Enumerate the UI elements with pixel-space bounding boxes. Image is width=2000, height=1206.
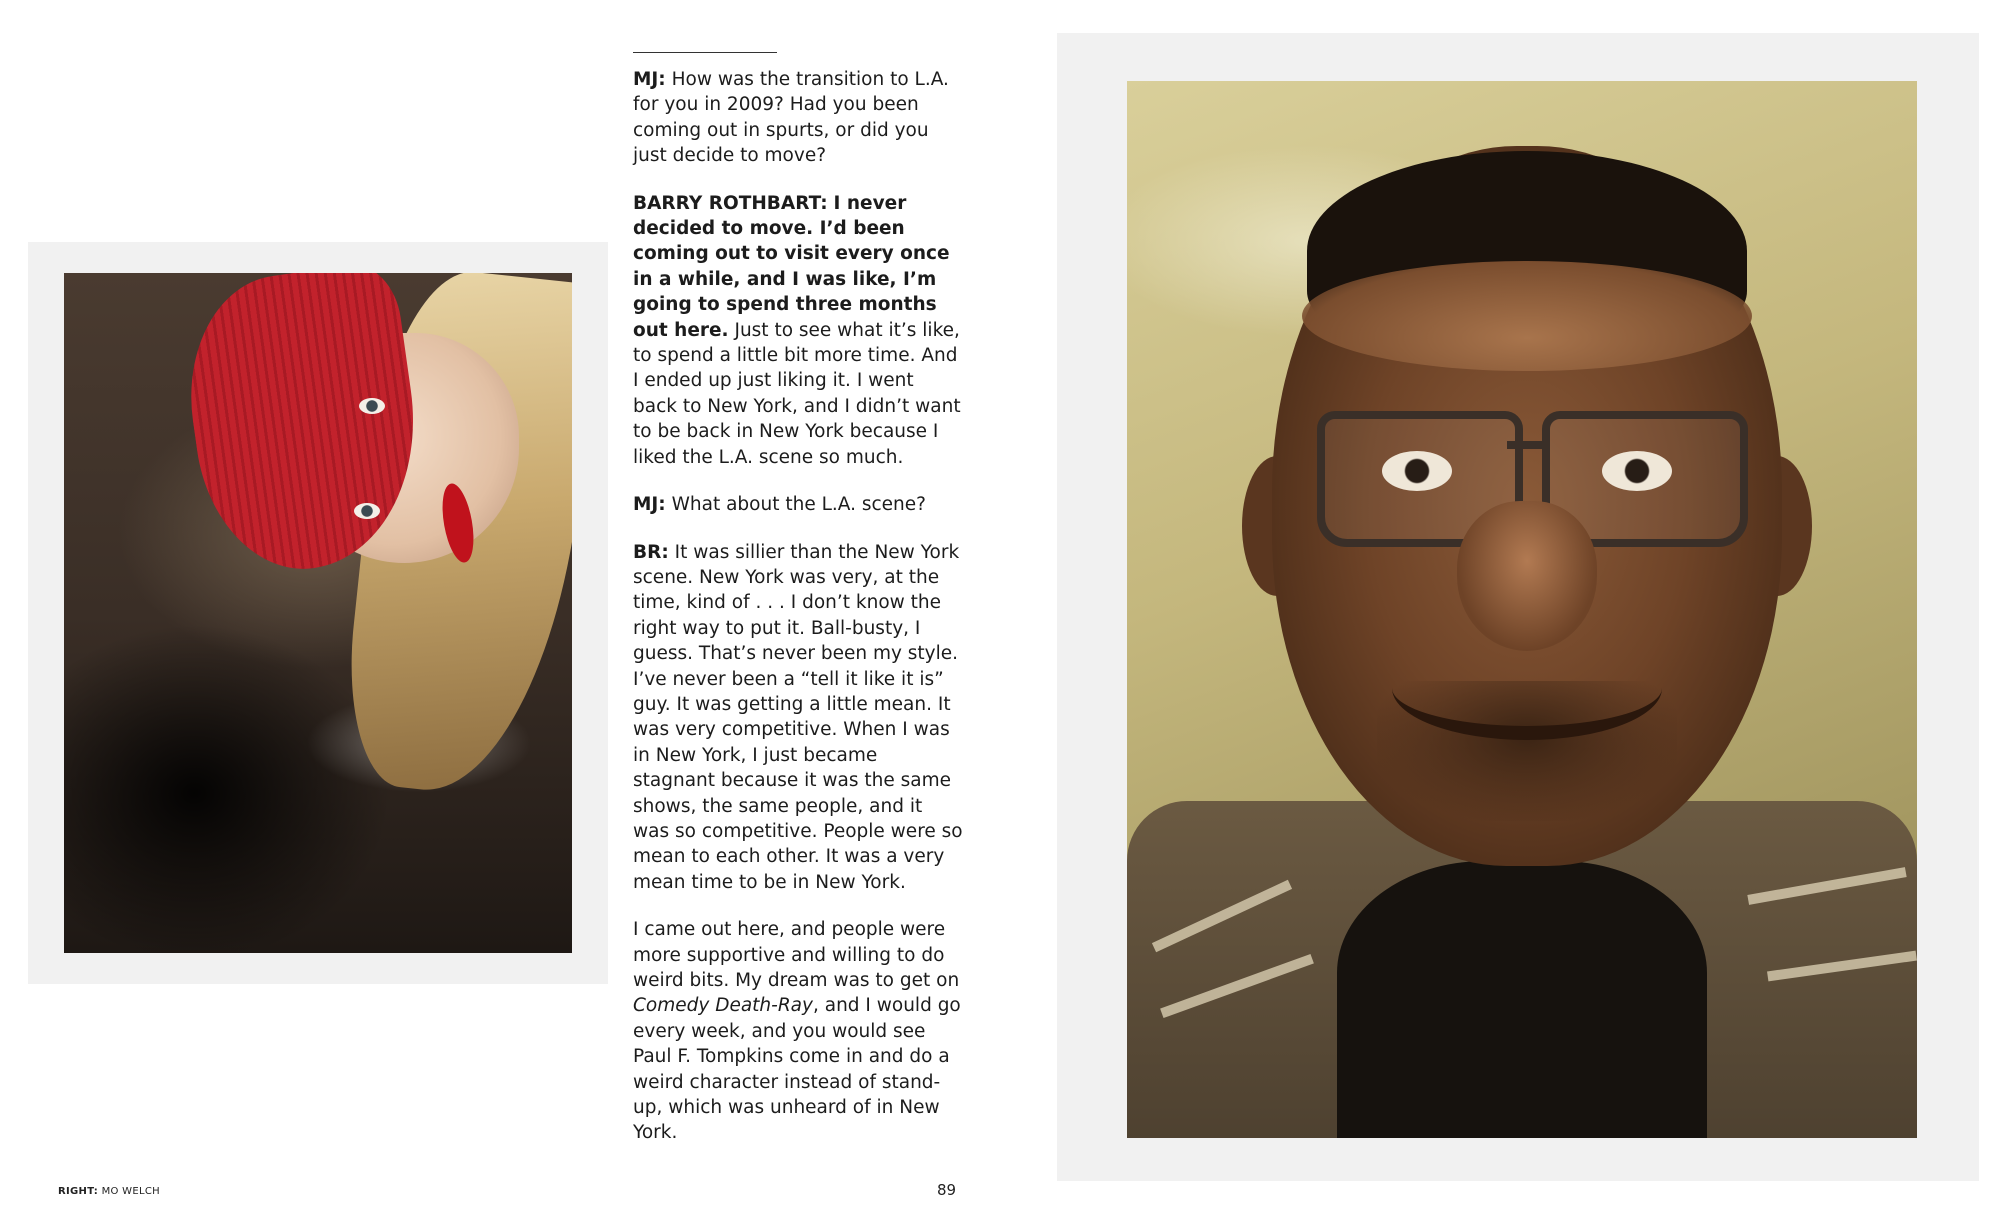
photo-forehead	[1302, 261, 1752, 371]
photo-eye	[359, 398, 385, 414]
article-paragraph	[633, 191, 963, 470]
glasses-bridge	[1507, 441, 1547, 449]
section-rule	[633, 52, 777, 53]
photo-credit-label: RIGHT:	[58, 1186, 99, 1197]
photo-nose	[1457, 501, 1597, 651]
portrait-photo-left	[64, 273, 572, 953]
speaker-label: MJ:	[633, 494, 666, 516]
paragraph-bold-text: I never decided to move. I’d been coming out to visit every once in a while, and I was like, I’m going to spend three months out here.	[633, 192, 950, 341]
speaker-label: BR:	[633, 541, 669, 563]
left-photo-frame	[28, 242, 608, 984]
paragraph-text: , and I would go every week, and you would see Paul F. Tompkins come in and do a weird character instead of stand-up, which was unheard of in New York.	[633, 995, 961, 1144]
article-column	[633, 52, 963, 1168]
photo-shirt	[1337, 861, 1707, 1138]
page-number: 89	[937, 1181, 957, 1199]
article-paragraph	[633, 540, 963, 896]
right-photo-frame	[1057, 33, 1979, 1181]
article-paragraph	[633, 492, 963, 517]
photo-smile	[1392, 636, 1662, 740]
show-title: Comedy Death-Ray	[633, 995, 813, 1017]
photo-credit	[58, 1186, 160, 1197]
paragraph-text: How was the transition to L.A. for you in 2009? Had you been coming out in spurts, or did you just decide to move?	[633, 69, 949, 167]
speaker-label: MJ:	[633, 69, 666, 90]
portrait-photo-right	[1127, 81, 1917, 1138]
photo-credit-name: MO WELCH	[101, 1186, 160, 1197]
paragraph-text: It was sillier than the New York scene. New York was very, at the time, kind of . . . I don’t know the right way to put it. Ball-busty, I guess. That’s never been my style. I’ve never been a “tell it like it is” guy. It was getting a little mean. It was very competitive. When I was in New York, I just became stagnant because it was the same shows, the same people, and it was so competitive. People were so mean to each other. It was a very mean time to be in New York.	[633, 541, 963, 893]
photo-eye	[354, 503, 380, 519]
paragraph-text: I came out here, and people were more supportive and willing to do weird bits. My dream was to get on	[633, 919, 960, 991]
paragraph-text: Just to see what it’s like, to spend a little bit more time. And I ended up just liking it. I went back to New York, and I didn’t want to be back in New York because I liked the L.A. scene so much.	[633, 319, 961, 468]
speaker-label: BARRY ROTHBART:	[633, 192, 828, 214]
paragraph-text: What about the L.A. scene?	[671, 494, 926, 516]
article-paragraph	[633, 67, 963, 169]
article-paragraph	[633, 917, 963, 1146]
